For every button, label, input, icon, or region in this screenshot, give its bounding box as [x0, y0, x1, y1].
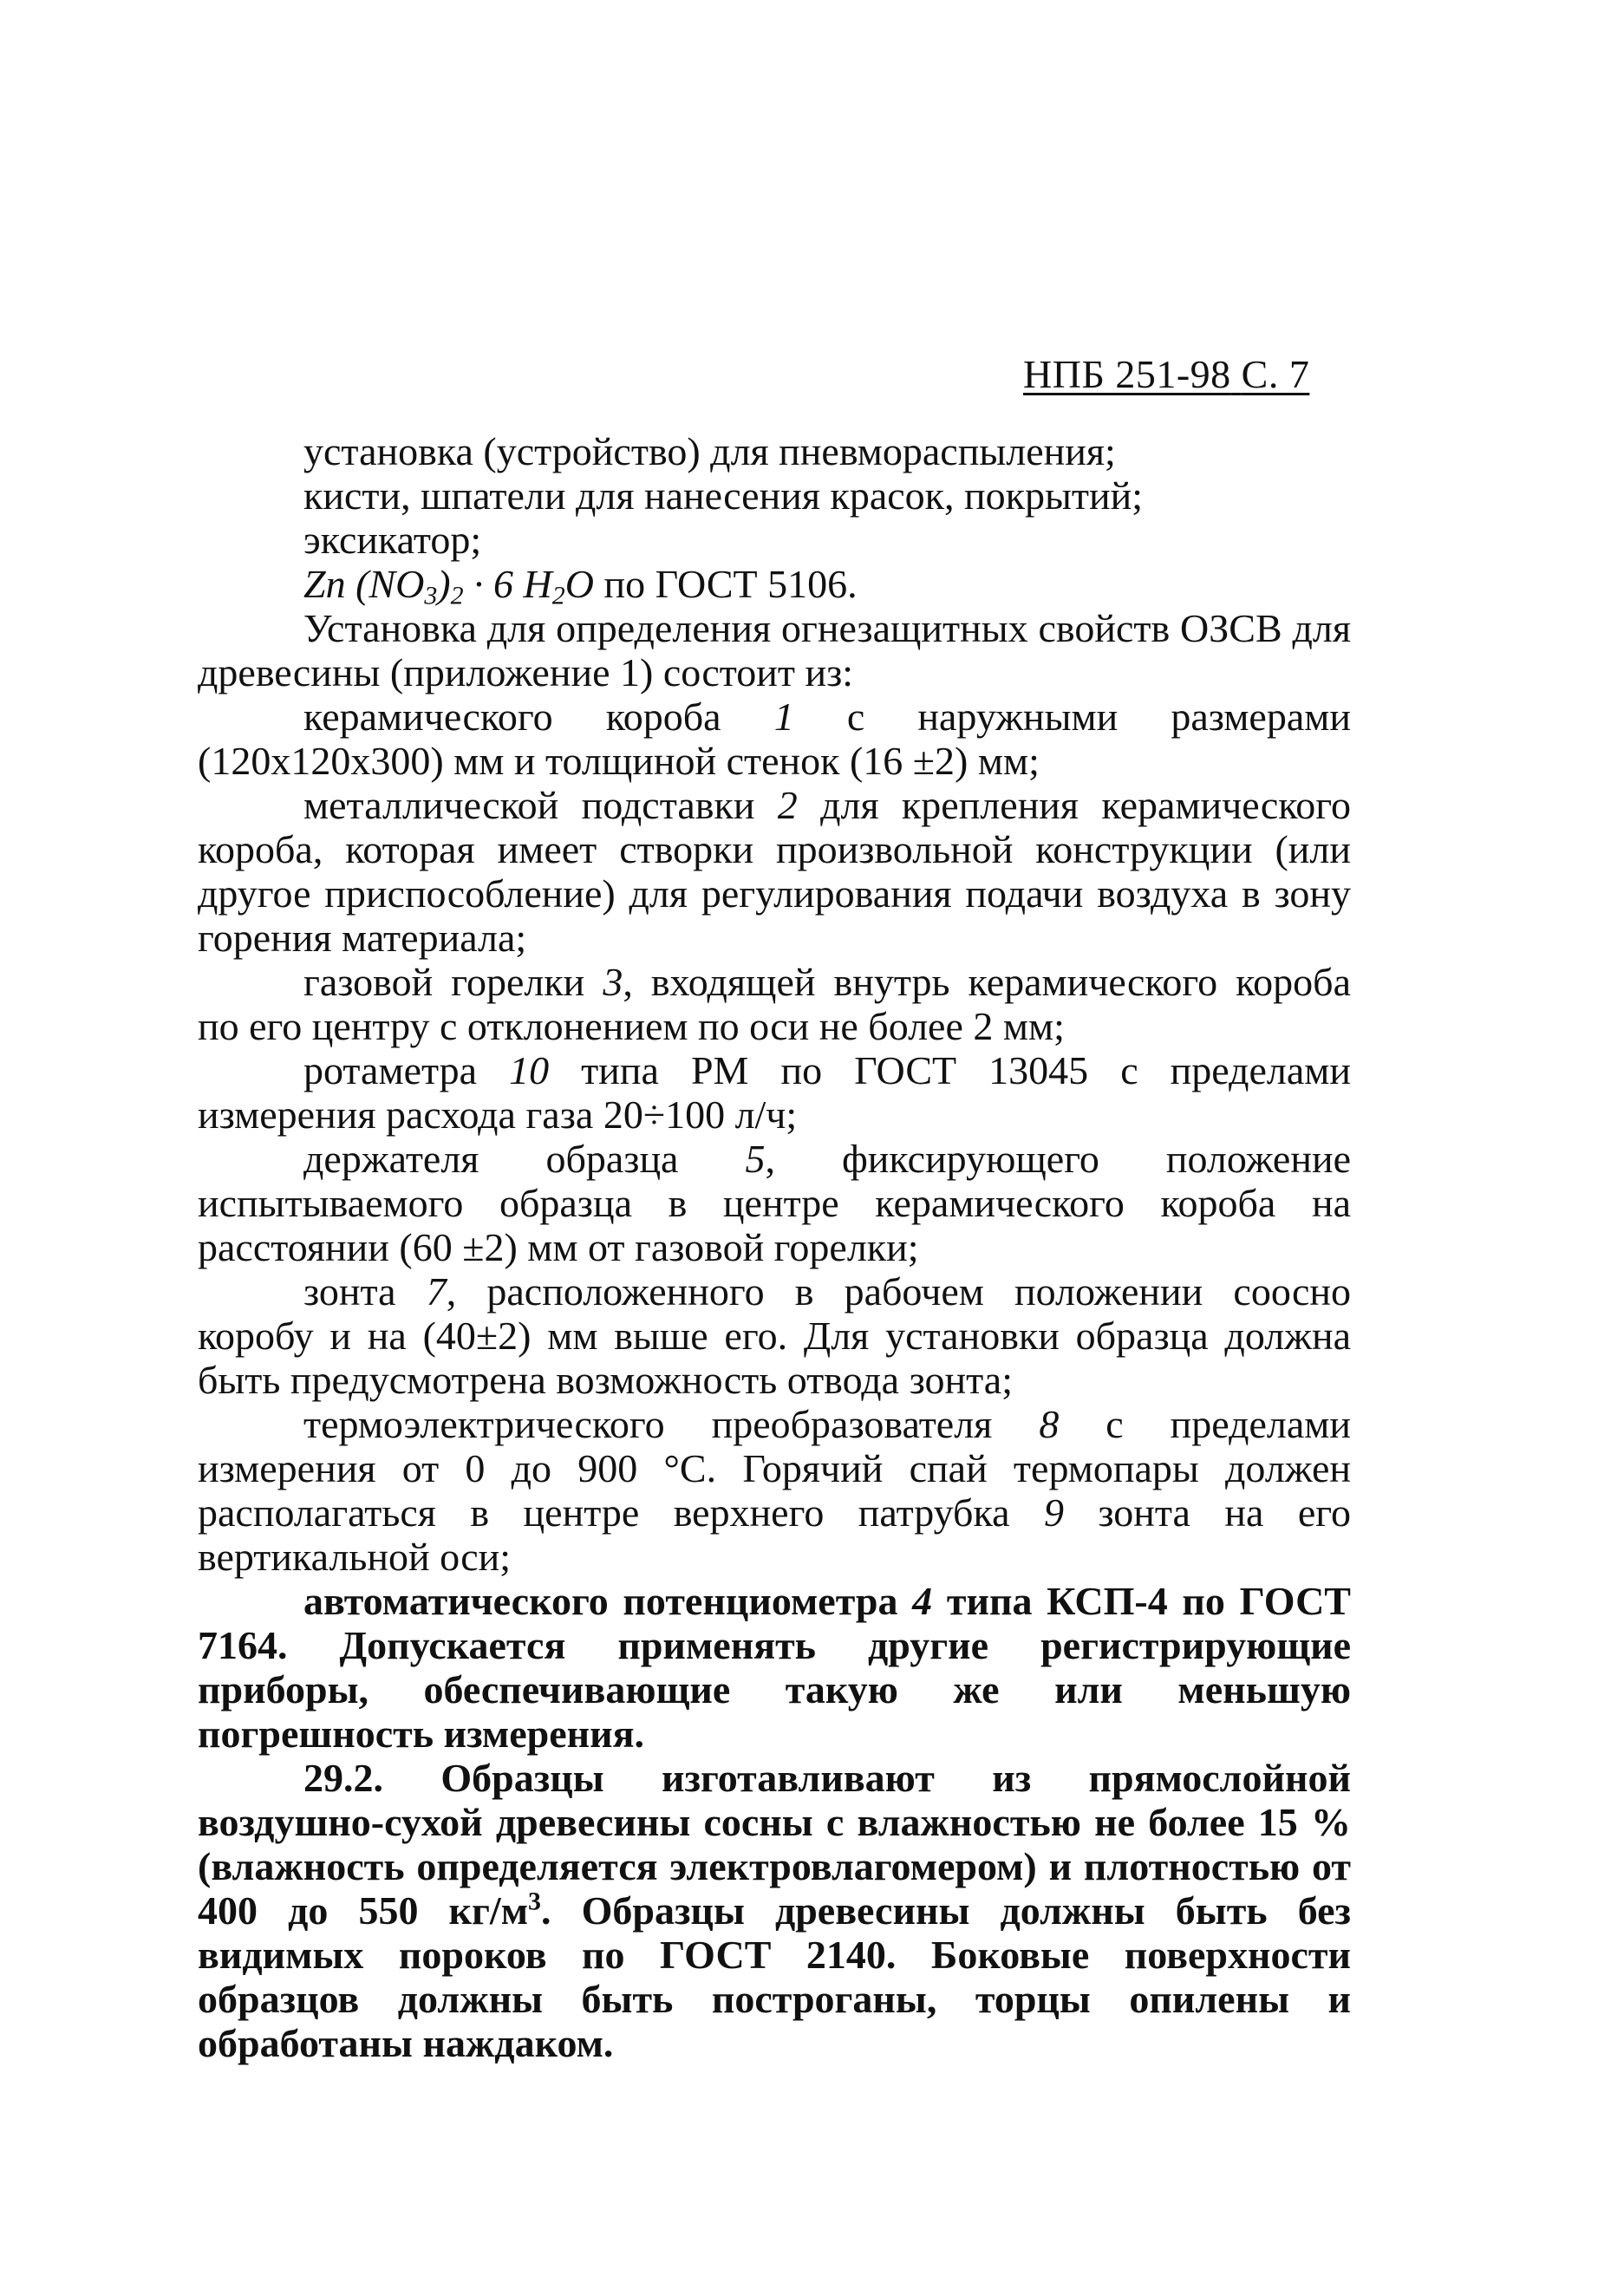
- paragraph-rotameter: [198, 1048, 1351, 1137]
- paragraph-setup-intro: Установка для определения огнезащитных свойств ОЗСВ для древесины (приложение 1) состоит из:: [198, 606, 1351, 694]
- reference-number: 9: [1043, 1490, 1064, 1535]
- paragraph-metal-stand: [198, 783, 1351, 960]
- text-run: держателя образца: [303, 1137, 746, 1181]
- text-run: газовой горелки: [303, 960, 603, 1004]
- formula-part: Zn (NO: [303, 562, 425, 606]
- page-header: [1023, 351, 1309, 397]
- text-run: металлической подставки: [303, 783, 778, 827]
- equipment-line-sprayer: установка (устройство) для пневмораспыления;: [303, 429, 1116, 473]
- text-run: для крепления керамического короба, которая имеет створки произвольной конструкции (или другое приспособление) для регулирования подачи воздуха в зону горения материала;: [198, 783, 1352, 960]
- formula-part: O: [564, 562, 594, 606]
- paragraph-gas-burner: [198, 960, 1351, 1048]
- equipment-line-chemical: [198, 562, 1351, 610]
- text-run: автоматического потенциометра: [303, 1579, 913, 1623]
- text-run: зонта: [303, 1269, 427, 1314]
- reference-number: 10: [509, 1048, 550, 1092]
- reference-number: 1: [773, 694, 794, 739]
- text-run: 29.2. Образцы изготавливают из прямослойной воздушно-сухой древесины сосны с влажностью не более 15 % (влажность определяется электровлагомером) и плотностью от 400 до 550 кг/м: [198, 1756, 1351, 1933]
- reference-number: 8: [1039, 1402, 1060, 1446]
- formula-part: ): [437, 562, 451, 606]
- text-run: типа КСП-4 по ГОСТ 7164. Допускается применять другие регистрирующие приборы, обеспечивающие такую же или меньшую погрешность измерения.: [198, 1579, 1351, 1756]
- reference-number: 4: [912, 1579, 933, 1623]
- text-run: ротаметра: [303, 1048, 510, 1092]
- formula-subscript: 3: [424, 581, 438, 610]
- equipment-line-desiccator: эксикатор;: [303, 518, 482, 562]
- page-number: С. 7: [1241, 352, 1310, 396]
- text-run: , фиксирующего положение испытываемого образца в центре керамического короба на расстоянии (60 ±2) мм от газовой горелки;: [198, 1137, 1351, 1269]
- text-run: , расположенного в рабочем положении соосно коробу и на (40±2) мм выше его. Для установки образца должна быть предусмотрена возможность отвода зонта;: [198, 1269, 1352, 1402]
- text-run: термоэлектрического преобразователя: [303, 1402, 1040, 1446]
- formula-subscript: 2: [450, 581, 464, 610]
- reference-number: 7: [426, 1269, 447, 1314]
- chemical-formula: [303, 562, 594, 610]
- text-run: типа РМ по ГОСТ 13045 с пределами измерения расхода газа 20÷100 л/ч;: [198, 1048, 1351, 1137]
- formula-part: · 6 H: [463, 562, 552, 606]
- paragraph-potentiometer: [198, 1579, 1351, 1756]
- text-run: с пределами измерения от 0 до 900 °С. Горячий спай термопары должен располагаться в центре верхнего патрубка: [198, 1402, 1351, 1535]
- text-body: [198, 429, 1351, 2065]
- reference-number: 3: [603, 960, 623, 1004]
- formula-subscript: 2: [551, 581, 565, 610]
- reference-number: 5: [745, 1137, 766, 1181]
- reference-number: 2: [777, 783, 798, 827]
- text-run: с наружными размерами (120x120x300) мм и толщиной стенок (16 ±2) мм;: [198, 694, 1351, 783]
- superscript: 3: [528, 1887, 541, 1916]
- paragraph-thermocouple: [198, 1402, 1351, 1579]
- text-run: , входящей внутрь керамического короба по его центру с отклонением по оси не более 2 мм;: [198, 960, 1351, 1048]
- paragraph-hood: [198, 1269, 1351, 1402]
- paragraph-sample-holder: [198, 1137, 1351, 1269]
- equipment-line-brushes: кисти, шпатели для нанесения красок, покрытий;: [303, 473, 1143, 518]
- text-run: керамического короба: [303, 694, 774, 739]
- text-run: . Образцы древесины должны быть без видимых пороков по ГОСТ 2140. Боковые поверхности образцов должны быть построганы, торцы опилены и обработаны наждаком.: [198, 1888, 1352, 2065]
- paragraph-29-2-samples: [198, 1756, 1351, 2065]
- chemical-standard: по ГОСТ 5106.: [593, 562, 858, 606]
- document-code: НПБ 251-98: [1023, 352, 1231, 396]
- paragraph-ceramic-box: [198, 694, 1351, 783]
- text-run: зонта на его вертикальной оси;: [198, 1490, 1352, 1579]
